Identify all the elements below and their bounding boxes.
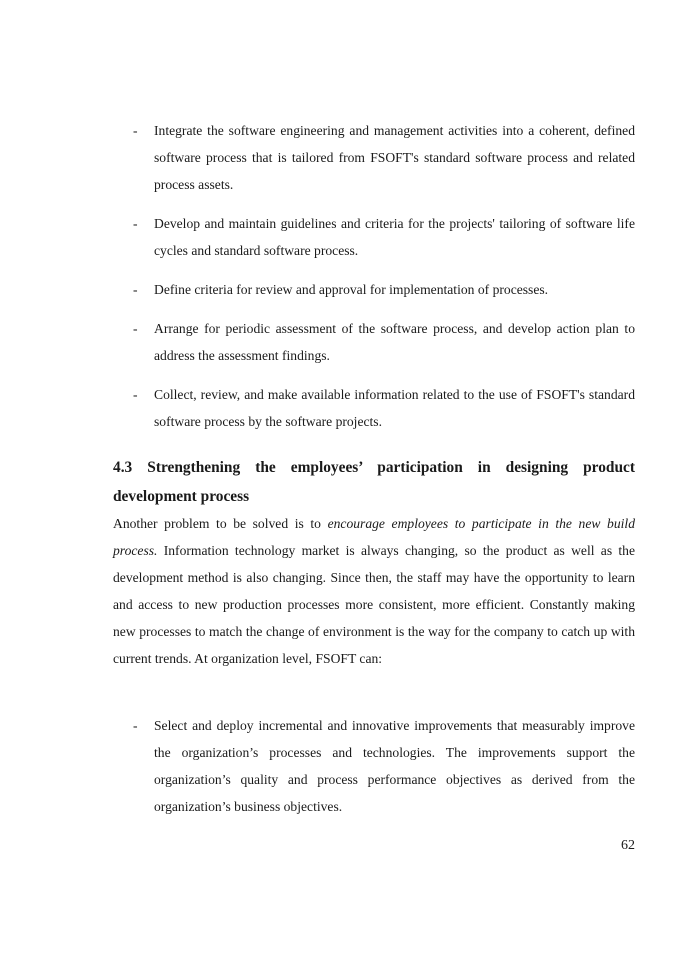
section-paragraph (113, 510, 635, 672)
list-item-text: Select and deploy incremental and innovative improvements that measurably improve the organization’s processes and technologies. The improvements support the organization’s quality and process performance objectives as derived from the organization’s business objectives. (154, 718, 635, 814)
bullet-dash: - (133, 387, 138, 402)
bullet-dash: - (133, 282, 138, 297)
page-number: 62 (621, 838, 635, 853)
process-bullet-list (133, 117, 635, 447)
list-item (133, 712, 635, 820)
improvement-bullet-list (133, 712, 635, 832)
list-item-text: Define criteria for review and approval for implementation of processes. (154, 282, 549, 297)
bullet-dash: - (133, 216, 138, 231)
list-item (133, 210, 635, 264)
section-heading: 4.3 Strengthening the employees’ participation in designing product development process (113, 459, 635, 505)
list-item-text: Collect, review, and make available information related to the use of FSOFT's standard software process by the software projects. (154, 387, 635, 429)
bullet-dash: - (133, 123, 138, 138)
bullet-dash: - (133, 718, 138, 733)
paragraph-emphasis: encourage employees to participate in the new build process. (113, 516, 636, 558)
list-item (133, 276, 635, 303)
list-item (133, 315, 635, 369)
list-item (133, 117, 635, 198)
list-item (133, 381, 635, 435)
bullet-dash: - (133, 321, 138, 336)
list-item-text: Integrate the software engineering and management activities into a coherent, defined software process that is tailored from FSOFT's standard software process and related process assets. (154, 123, 635, 192)
paragraph-intro: Another problem to be solved is to (113, 516, 328, 531)
list-item-text: Arrange for periodic assessment of the software process, and develop action plan to address the assessment findings. (154, 321, 635, 363)
paragraph-body: Information technology market is always changing, so the product as well as the development method is also changing. Since then, the staff may have the opportunity to learn and access to new production processes more consistent, more efficient. Constantly making new processes to match the change of environment is the way for the company to catch up with current trends. At organization level, FSOFT can: (113, 543, 635, 666)
list-item-text: Develop and maintain guidelines and criteria for the projects' tailoring of software life cycles and standard software process. (154, 216, 635, 258)
